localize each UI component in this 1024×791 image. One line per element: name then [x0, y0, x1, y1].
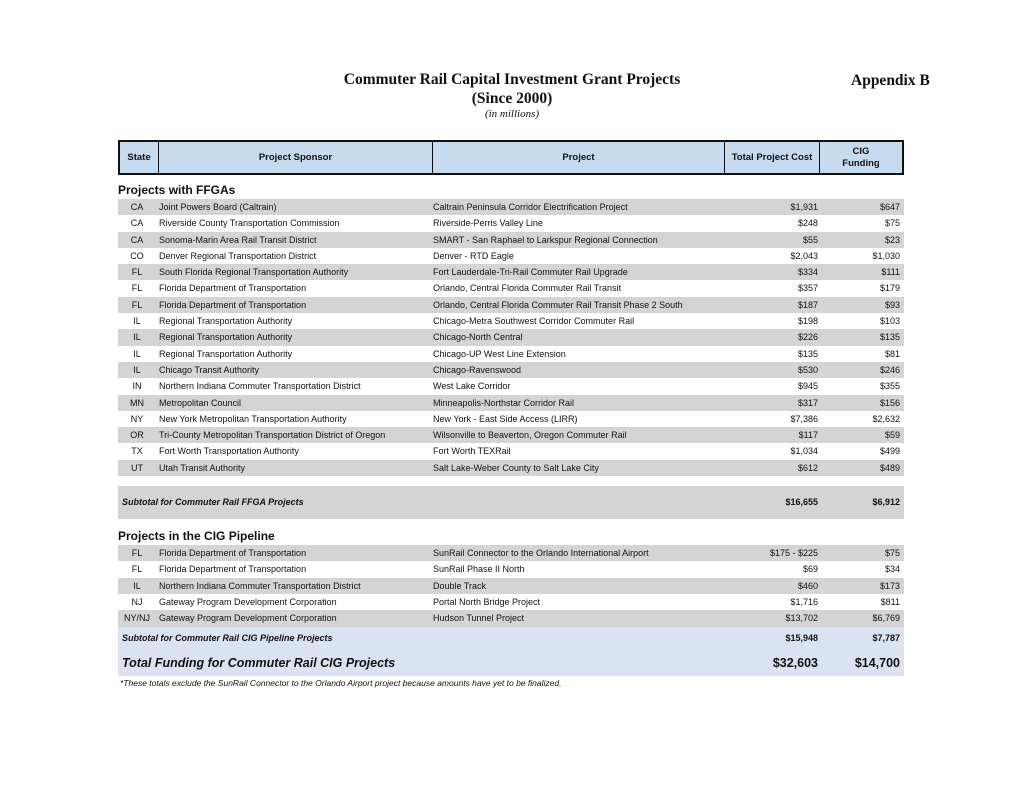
sponsor-cell: Tri-County Metropolitan Transportation District of Oregon: [159, 430, 386, 441]
project-cell: West Lake Corridor: [433, 381, 511, 392]
project-cell: Denver - RTD Eagle: [433, 250, 514, 261]
state-cell: CA: [130, 234, 144, 245]
cig-funding-cell: $811: [880, 596, 900, 607]
sponsor-cell: Florida Department of Transportation: [159, 564, 307, 575]
units-note: (in millions): [484, 108, 540, 120]
ffga-subtotal-total: $16,655: [785, 497, 818, 508]
total-cost-cell: $2,043: [790, 250, 818, 261]
sponsor-cell: New York Metropolitan Transportation Authority: [159, 413, 347, 424]
cig-funding-cell: $355: [879, 381, 900, 392]
total-cost-cell: $7,386: [790, 413, 818, 424]
project-cell: Hudson Tunnel Project: [433, 613, 525, 624]
table-row: [118, 199, 904, 215]
header-project: Project: [433, 142, 725, 173]
cig-funding-cell: $6,769: [872, 613, 900, 624]
state-cell: NJ: [131, 596, 143, 607]
sponsor-cell: Chicago Transit Authority: [159, 364, 260, 375]
project-cell: Salt Lake-Weber County to Salt Lake City: [433, 462, 599, 473]
table-row: [118, 346, 904, 362]
project-cell: Caltrain Peninsula Corridor Electrification Project: [433, 202, 628, 212]
title-block: [300, 70, 724, 121]
table-row: [118, 411, 904, 427]
sponsor-cell: Florida Department of Transportation: [159, 283, 307, 294]
grand-total-total: $32,603: [772, 655, 818, 670]
cig-funding-cell: $59: [884, 430, 900, 441]
table-row: [118, 264, 904, 280]
cig-funding-cell: $499: [879, 446, 900, 457]
sponsor-cell: Joint Powers Board (Caltrain): [159, 202, 277, 212]
project-cell: Double Track: [433, 580, 487, 591]
total-cost-cell: $612: [797, 462, 818, 473]
table-row: [118, 460, 904, 476]
table-row: [118, 215, 904, 231]
table-row: [118, 378, 904, 394]
state-cell: OR: [130, 430, 144, 441]
project-cell: New York - East Side Access (LIRR): [433, 413, 578, 424]
project-cell: SunRail Connector to the Orlando International Airport: [433, 548, 649, 559]
header-total: Total Project Cost: [725, 142, 820, 173]
sponsor-cell: Sonoma-Marin Area Rail Transit District: [159, 234, 317, 245]
project-cell: Chicago-Metra Southwest Corridor Commuter Rail: [433, 316, 635, 327]
projects-table: [118, 140, 904, 688]
total-cost-cell: $334: [797, 267, 818, 278]
cig-funding-cell: $135: [879, 332, 900, 343]
grand-total-label: Total Funding for Commuter Rail CIG Projects: [122, 655, 396, 670]
state-cell: IL: [133, 580, 141, 591]
table-row: [118, 561, 904, 577]
sponsor-cell: Gateway Program Development Corporation: [159, 596, 337, 607]
cig-funding-cell: $93: [884, 299, 900, 310]
sponsor-cell: Regional Transportation Authority: [159, 348, 293, 359]
section-ffga-title: Projects with FFGAs: [118, 183, 236, 197]
total-cost-cell: $175 - $225: [769, 548, 818, 559]
total-cost-cell: $135: [797, 348, 818, 359]
project-cell: Minneapolis-Northstar Corridor Rail: [433, 397, 575, 408]
pipeline-subtotal-label: Subtotal for Commuter Rail CIG Pipeline Projects: [122, 632, 333, 643]
header-cig: CIG Funding: [842, 145, 880, 169]
state-cell: IL: [133, 332, 141, 343]
total-cost-cell: $945: [797, 381, 818, 392]
project-cell: Chicago-Ravenswood: [433, 364, 522, 375]
header-state: State: [120, 142, 159, 173]
cig-funding-cell: $173: [879, 580, 900, 591]
page-title: Commuter Rail Capital Investment Grant Projects: [343, 71, 681, 88]
state-cell: IL: [133, 316, 141, 327]
table-header: [118, 140, 904, 175]
cig-funding-cell: $23: [884, 234, 900, 245]
table-row: [118, 248, 904, 264]
cig-funding-cell: $156: [879, 397, 900, 408]
state-cell: FL: [131, 548, 143, 559]
table-row: [118, 297, 904, 313]
ffga-subtotal-row: [118, 486, 904, 519]
table-row: [118, 443, 904, 459]
total-cost-cell: $117: [798, 430, 818, 441]
page-subtitle: (Since 2000): [471, 90, 553, 107]
pipeline-subtotal-total: $15,948: [785, 632, 818, 643]
project-cell: SunRail Phase II North: [433, 564, 525, 575]
project-cell: Wilsonville to Beaverton, Oregon Commuter Rail: [433, 430, 627, 441]
total-cost-cell: $69: [802, 564, 818, 575]
state-cell: NY/NJ: [123, 613, 150, 624]
cig-funding-cell: $75: [884, 548, 900, 559]
table-row: [118, 427, 904, 443]
sponsor-cell: South Florida Regional Transportation Authority: [159, 267, 349, 278]
cig-funding-cell: $489: [879, 462, 900, 473]
sponsor-cell: Utah Transit Authority: [159, 462, 246, 473]
state-cell: NY: [130, 413, 144, 424]
project-cell: Portal North Bridge Project: [433, 596, 541, 607]
state-cell: TX: [131, 446, 143, 457]
sponsor-cell: Denver Regional Transportation District: [159, 250, 317, 261]
table-row: [118, 610, 904, 626]
project-cell: Orlando, Central Florida Commuter Rail Transit: [433, 283, 622, 294]
table-row: [118, 362, 904, 378]
state-cell: CA: [130, 202, 144, 212]
project-cell: Chicago-North Central: [433, 332, 523, 343]
cig-funding-cell: $111: [881, 267, 900, 278]
sponsor-cell: Gateway Program Development Corporation: [159, 613, 337, 624]
cig-funding-cell: $246: [879, 364, 900, 375]
sponsor-cell: Florida Department of Transportation: [159, 548, 307, 559]
section-pipeline-title: Projects in the CIG Pipeline: [118, 529, 275, 544]
table-row: [118, 395, 904, 411]
sponsor-cell: Northern Indiana Commuter Transportation District: [159, 580, 361, 591]
total-cost-cell: $1,034: [790, 446, 818, 457]
table-row: [118, 280, 904, 296]
total-cost-cell: $357: [797, 283, 818, 294]
state-cell: MN: [130, 397, 144, 408]
cig-funding-cell: $179: [879, 283, 900, 294]
state-cell: FL: [131, 299, 143, 310]
sponsor-cell: Northern Indiana Commuter Transportation District: [159, 381, 361, 392]
state-cell: FL: [131, 267, 143, 278]
sponsor-cell: Fort Worth Transportation Authority: [159, 446, 299, 457]
cig-funding-cell: $75: [884, 218, 900, 229]
total-cost-cell: $198: [797, 316, 818, 327]
ffga-rows: [118, 199, 904, 476]
project-cell: Fort Lauderdale-Tri-Rail Commuter Rail Upgrade: [433, 267, 628, 278]
total-cost-cell: $1,931: [790, 202, 818, 212]
sponsor-cell: Metropolitan Council: [159, 397, 242, 408]
project-cell: Fort Worth TEXRail: [433, 446, 511, 457]
sponsor-cell: Regional Transportation Authority: [159, 332, 293, 343]
project-cell: Chicago-UP West Line Extension: [433, 348, 566, 359]
state-cell: FL: [131, 564, 143, 575]
total-cost-cell: $460: [797, 580, 818, 591]
total-cost-cell: $248: [797, 218, 818, 229]
cig-funding-cell: $81: [884, 348, 900, 359]
pipeline-subtotal-row: [118, 627, 904, 651]
sponsor-cell: Riverside County Transportation Commission: [159, 218, 340, 229]
table-row: [118, 594, 904, 610]
ffga-subtotal-label: Subtotal for Commuter Rail FFGA Projects: [122, 497, 304, 508]
state-cell: IL: [133, 348, 141, 359]
cig-funding-cell: $34: [884, 564, 900, 575]
total-cost-cell: $187: [797, 299, 818, 310]
footnote: *These totals exclude the SunRail Connector to the Orlando Airport project because amounts have yet to be finalized.: [120, 677, 562, 688]
state-cell: FL: [131, 283, 143, 294]
state-cell: CO: [130, 250, 144, 261]
pipeline-subtotal-cig: $7,787: [872, 632, 900, 643]
total-cost-cell: $317: [797, 397, 818, 408]
cig-funding-cell: $2,632: [872, 413, 900, 424]
total-cost-cell: $13,702: [785, 613, 818, 624]
state-cell: IN: [132, 381, 142, 392]
ffga-subtotal-cig: $6,912: [872, 497, 900, 508]
total-cost-cell: $55: [802, 234, 818, 245]
project-cell: Orlando, Central Florida Commuter Rail Transit Phase 2 South: [433, 299, 683, 310]
total-cost-cell: $530: [797, 364, 818, 375]
project-cell: Riverside-Perris Valley Line: [433, 218, 543, 229]
total-cost-cell: $226: [797, 332, 818, 343]
project-cell: SMART - San Raphael to Larkspur Regional Connection: [433, 234, 658, 245]
grand-total-cig: $14,700: [854, 655, 900, 670]
table-row: [118, 232, 904, 248]
table-row: [118, 329, 904, 345]
sponsor-cell: Florida Department of Transportation: [159, 299, 307, 310]
table-row: [118, 545, 904, 561]
state-cell: IL: [133, 364, 141, 375]
table-row: [118, 578, 904, 594]
header-sponsor: Project Sponsor: [159, 142, 433, 173]
grand-total-row: [118, 651, 904, 676]
sponsor-cell: Regional Transportation Authority: [159, 316, 293, 327]
state-cell: UT: [131, 462, 143, 473]
state-cell: CA: [130, 218, 144, 229]
pipeline-rows: [118, 545, 904, 626]
table-row: [118, 313, 904, 329]
appendix-label: Appendix B: [851, 72, 930, 89]
cig-funding-cell: $1,030: [872, 250, 900, 261]
cig-funding-cell: $103: [879, 316, 900, 327]
cig-funding-cell: $647: [879, 202, 900, 212]
total-cost-cell: $1,716: [790, 596, 818, 607]
